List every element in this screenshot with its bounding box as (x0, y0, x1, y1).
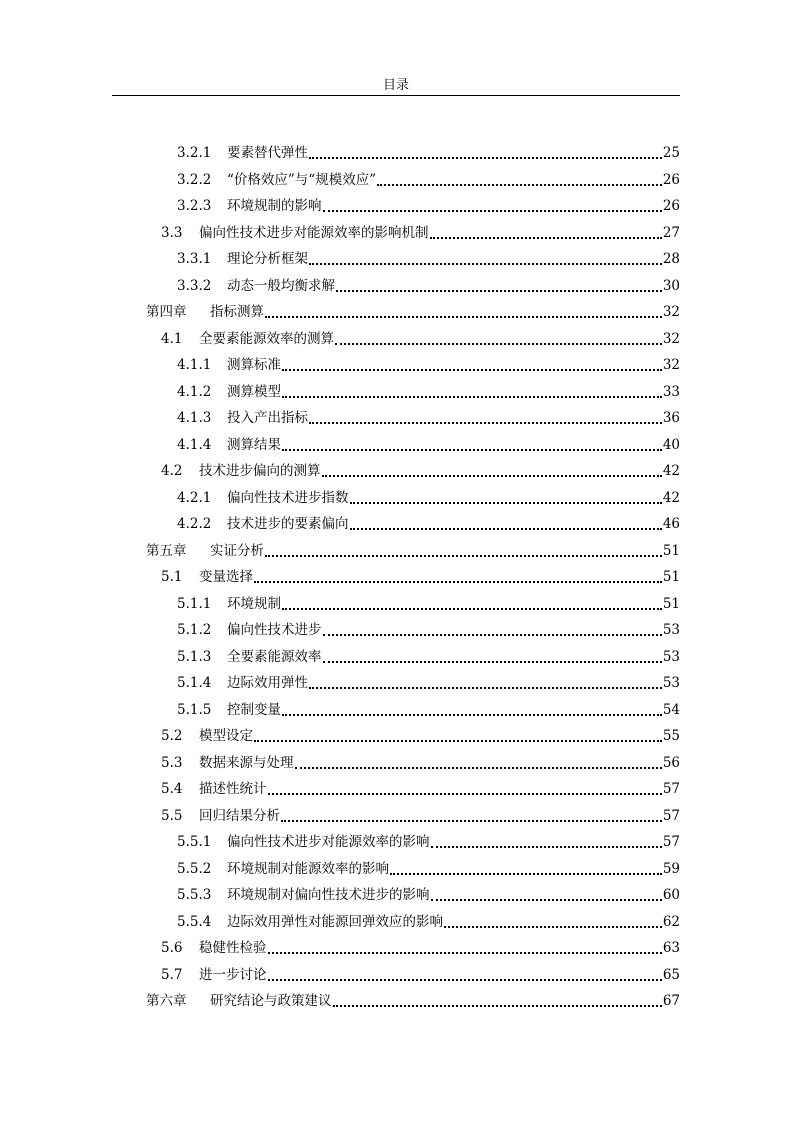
toc-entry-title: 边际效用弹性 (227, 675, 308, 691)
toc-entry[interactable] (161, 216, 680, 242)
toc-entry[interactable] (177, 852, 680, 878)
toc-entry[interactable] (177, 640, 680, 666)
toc-entry-page-number: 54 (662, 701, 680, 718)
toc-entry[interactable] (177, 481, 680, 507)
toc-entry-number: 3.2.2 (177, 171, 212, 188)
toc-entry-number: 4.2.2 (177, 516, 212, 532)
toc-entry-title: 偏向性技术进步指数 (227, 489, 349, 506)
toc-entry-title: 实证分析 (210, 542, 264, 559)
toc-entry-title: 环境规制的影响 (227, 198, 322, 214)
toc-entry-title: 测算模型 (227, 383, 281, 400)
toc-leader-dots (254, 728, 662, 742)
toc-entry-title: 控制变量 (227, 701, 281, 718)
toc-entry-number: 5.5.2 (177, 860, 212, 877)
toc-entry-title: 偏向性技术进步 (227, 622, 322, 638)
toc-entry-number: 5.5 (161, 807, 183, 824)
toc-entry-title: 进一步讨论 (199, 966, 267, 983)
toc-entry[interactable] (161, 931, 680, 957)
toc-leader-dots (268, 967, 662, 981)
toc-entry[interactable] (146, 984, 680, 1010)
toc-entry-page-number: 53 (662, 622, 680, 638)
toc-entry-title: 投入产出指标 (227, 410, 308, 426)
toc-entry-number: 4.1.3 (177, 410, 212, 426)
toc-entry[interactable] (161, 799, 680, 825)
toc-leader-dots (323, 198, 662, 212)
toc-leader-dots (282, 437, 662, 451)
toc-entry-page-number: 51 (662, 569, 680, 585)
toc-entry[interactable] (177, 878, 680, 904)
toc-entry-number: 5.3 (161, 754, 183, 771)
toc-entry-title: 模型设定 (199, 728, 253, 744)
toc-leader-dots (431, 887, 662, 901)
toc-entry-page-number: 51 (662, 542, 680, 559)
toc-leader-dots (431, 834, 662, 848)
toc-leader-dots (265, 304, 662, 318)
toc-leader-dots (444, 914, 662, 928)
toc-entry-title: 边际效用弹性对能源回弹效应的影响 (227, 913, 443, 930)
toc-leader-dots (309, 410, 662, 424)
toc-entry-number: 5.5.4 (177, 913, 212, 930)
toc-entry-number: 3.3.2 (177, 277, 212, 294)
toc-leader-dots (282, 702, 662, 716)
toc-entry-number: 3.2.1 (177, 145, 212, 161)
toc-entry-page-number: 65 (662, 966, 680, 983)
toc-entry[interactable] (177, 666, 680, 692)
toc-entry[interactable] (177, 375, 680, 401)
toc-entry[interactable] (161, 454, 680, 480)
toc-entry-number: 4.1 (161, 330, 183, 347)
toc-entry-page-number: 60 (662, 887, 680, 903)
toc-leader-dots (265, 543, 662, 557)
toc-entry-page-number: 42 (662, 489, 680, 506)
toc-entry-title: 变量选择 (199, 569, 253, 585)
toc-entry-title: 环境规制对能源效率的影响 (227, 860, 389, 877)
toc-entry-page-number: 57 (662, 781, 680, 797)
toc-entry-page-number: 67 (662, 993, 680, 1009)
toc-entry-number: 5.1.4 (177, 675, 212, 691)
toc-entry[interactable] (177, 825, 680, 851)
toc-entry[interactable] (177, 242, 680, 268)
toc-entry[interactable] (177, 905, 680, 931)
toc-leader-dots (390, 861, 662, 875)
toc-leader-dots (309, 675, 662, 689)
toc-entry-page-number: 46 (662, 516, 680, 532)
toc-leader-dots (281, 808, 662, 822)
toc-entry-number: 5.4 (161, 781, 183, 797)
toc-entry[interactable] (161, 746, 680, 772)
toc-entry-title: 指标测算 (210, 304, 264, 320)
toc-leader-dots (254, 569, 662, 583)
toc-leader-dots (323, 649, 662, 663)
toc-entry-page-number: 55 (662, 728, 680, 744)
toc-entry-page-number: 36 (662, 410, 680, 426)
toc-entry[interactable] (177, 428, 680, 454)
toc-leader-dots (268, 781, 662, 795)
toc-entry-number: 5.7 (161, 966, 183, 983)
toc-entry-page-number: 30 (662, 277, 680, 294)
toc-entry-number: 4.1.4 (177, 436, 212, 453)
toc-entry-page-number: 25 (662, 145, 680, 161)
toc-entry-number: 4.1.1 (177, 357, 212, 373)
toc-entry-page-number: 28 (662, 251, 680, 267)
toc-entry-number: 5.2 (161, 728, 183, 744)
toc-entry-page-number: 51 (662, 595, 680, 612)
toc-entry-number: 3.2.3 (177, 198, 212, 214)
toc-entry-page-number: 53 (662, 675, 680, 691)
toc-entry-title: 研究结论与政策建议 (210, 993, 332, 1009)
toc-entry[interactable] (177, 401, 680, 427)
toc-entry-page-number: 32 (662, 357, 680, 373)
header-divider (112, 95, 680, 96)
toc-entry-number: 5.5.3 (177, 887, 212, 903)
toc-leader-dots (335, 331, 662, 345)
toc-leader-dots (350, 490, 662, 504)
toc-entry[interactable] (177, 507, 680, 533)
toc-leader-dots (282, 596, 662, 610)
toc-entry-title: 动态一般均衡求解 (227, 277, 335, 294)
toc-entry-title: “价格效应”与“规模效应” (227, 171, 377, 188)
toc-leader-dots (377, 172, 662, 186)
toc-entry[interactable] (146, 534, 680, 560)
toc-leader-dots (309, 251, 662, 265)
toc-entry-title: 测算标准 (227, 357, 281, 373)
toc-entry-title: 理论分析框架 (227, 251, 308, 267)
toc-entry-number: 4.2.1 (177, 489, 212, 506)
toc-leader-dots (282, 384, 662, 398)
toc-leader-dots (295, 755, 662, 769)
toc-entry[interactable] (177, 269, 680, 295)
toc-entry[interactable] (177, 613, 680, 639)
toc-entry-title: 数据来源与处理 (199, 754, 294, 771)
toc-leader-dots (333, 993, 662, 1007)
toc-entry-number: 4.1.2 (177, 383, 212, 400)
toc-entry[interactable] (161, 719, 680, 745)
toc-leader-dots (336, 278, 662, 292)
toc-entry-page-number: 32 (662, 330, 680, 347)
toc-entry-number: 5.1.3 (177, 648, 212, 665)
toc-entry-number: 5.1.1 (177, 595, 212, 612)
toc-entry[interactable] (161, 772, 680, 798)
toc-entry[interactable] (161, 958, 680, 984)
toc-entry-page-number: 59 (662, 860, 680, 877)
toc-entry-page-number: 26 (662, 171, 680, 188)
toc-leader-dots (323, 622, 662, 636)
toc-entry-number: 5.1 (161, 569, 183, 585)
toc-entry-page-number: 57 (662, 834, 680, 850)
toc-entry[interactable] (161, 322, 680, 348)
toc-entry[interactable] (177, 348, 680, 374)
toc-entry-page-number: 42 (662, 463, 680, 479)
toc-leader-dots (350, 516, 662, 530)
toc-leader-dots (282, 357, 662, 371)
toc-entry-page-number: 53 (662, 648, 680, 665)
toc-entry-number: 5.6 (161, 940, 183, 956)
toc-leader-dots (309, 145, 662, 159)
toc-entry-title: 全要素能源效率的测算 (199, 330, 334, 347)
toc-entry-number: 5.1.5 (177, 701, 212, 718)
toc-entry[interactable] (177, 587, 680, 613)
toc-entry-title: 描述性统计 (199, 781, 267, 797)
toc-entry[interactable] (177, 189, 680, 215)
toc-entry-title: 偏向性技术进步对能源效率的影响 (227, 834, 430, 850)
toc-entry[interactable] (161, 560, 680, 586)
toc-entry-page-number: 26 (662, 198, 680, 214)
toc-leader-dots (268, 940, 662, 954)
toc-entry-number: 5.1.2 (177, 622, 212, 638)
toc-entry-page-number: 27 (662, 224, 680, 241)
toc-entry[interactable] (146, 295, 680, 321)
toc-entry-number: 5.5.1 (177, 834, 212, 850)
toc-leader-dots (322, 463, 662, 477)
toc-entry-title: 测算结果 (227, 436, 281, 453)
toc-entry-page-number: 40 (662, 436, 680, 453)
toc-entry-title: 全要素能源效率 (227, 648, 322, 665)
toc-entry-number: 第四章 (146, 304, 187, 320)
toc-entry[interactable] (177, 136, 680, 162)
toc-entry-title: 偏向性技术进步对能源效率的影响机制 (199, 224, 429, 241)
toc-entry-title: 技术进步的要素偏向 (227, 516, 349, 532)
toc-leader-dots (430, 225, 662, 239)
toc-entry[interactable] (177, 693, 680, 719)
toc-entry-title: 稳健性检验 (199, 940, 267, 956)
page-header-title: 目录 (382, 78, 409, 93)
toc-entry-page-number: 32 (662, 304, 680, 320)
toc-entry-number: 3.3 (161, 224, 183, 241)
toc-entry-page-number: 57 (662, 807, 680, 824)
toc-entry-title: 回归结果分析 (199, 807, 280, 824)
toc-entry-title: 要素替代弹性 (227, 145, 308, 161)
toc-entry-page-number: 56 (662, 754, 680, 771)
toc-entry[interactable] (177, 163, 680, 189)
toc-entry-page-number: 62 (662, 913, 680, 930)
toc-entry-title: 环境规制对偏向性技术进步的影响 (227, 887, 430, 903)
toc-entry-page-number: 63 (662, 940, 680, 956)
toc-entry-number: 4.2 (161, 463, 183, 479)
toc-entry-number: 第六章 (146, 993, 187, 1009)
toc-entry-title: 环境规制 (227, 595, 281, 612)
toc-entry-number: 3.3.1 (177, 251, 212, 267)
toc-entry-page-number: 33 (662, 383, 680, 400)
toc-entry-title: 技术进步偏向的测算 (199, 463, 321, 479)
toc-entry-number: 第五章 (146, 542, 187, 559)
